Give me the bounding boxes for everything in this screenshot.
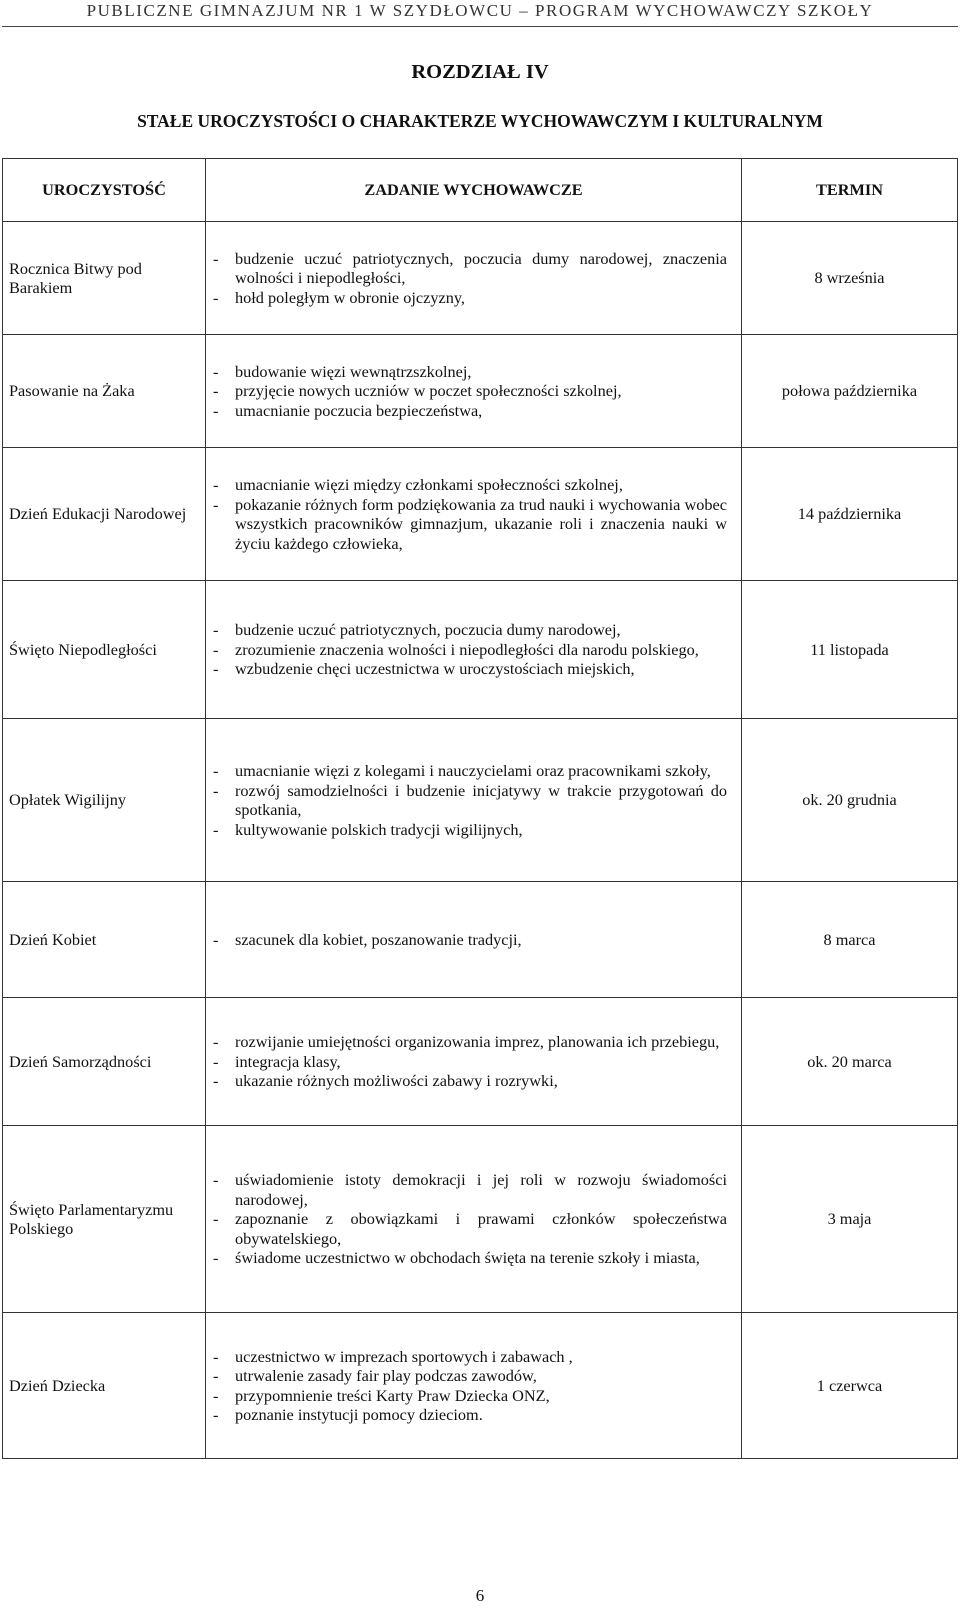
dash-bullet: - (213, 1032, 219, 1052)
term-cell: ok. 20 marca (742, 998, 958, 1126)
task-text: szacunek dla kobiet, poszanowanie tradycji, (235, 929, 522, 949)
task-text: umacnianie więzi między członkami społeczności szkolnej, (235, 475, 623, 494)
task-cell (206, 335, 742, 448)
task-text: integracja klasy, (235, 1051, 341, 1071)
task-text: pokazanie różnych form podziękowania za trud nauki i wychowania wobec wszystkich pracowników gimnazjum, ukazanie roli i znaczenia nauki w życiu każdego człowieka, (235, 494, 727, 553)
dash-bullet: - (213, 1248, 219, 1268)
dash-bullet: - (213, 248, 219, 268)
table-row (3, 448, 958, 581)
table-row (3, 1313, 958, 1459)
task-list (213, 362, 727, 421)
task-cell (206, 1313, 742, 1459)
dash-bullet: - (213, 361, 219, 381)
ceremony-name: Dzień Kobiet (3, 882, 206, 998)
task-item (213, 1405, 727, 1425)
term-cell: 8 marca (742, 882, 958, 998)
task-cell (206, 222, 742, 335)
task-item (213, 930, 727, 950)
task-item (213, 620, 727, 640)
task-text: wzbudzenie chęci uczestnictwa w uroczystościach miejskich, (235, 659, 635, 679)
dash-bullet: - (213, 1366, 219, 1385)
task-item (213, 1032, 727, 1052)
task-text: budzenie uczuć patriotycznych, poczucia dumy narodowej, znaczenia wolności i niepodległości, (235, 248, 727, 288)
task-text: przyjęcie nowych uczniów w poczet społeczności szkolnej, (235, 381, 622, 401)
table-row (3, 335, 958, 448)
header-rule (2, 26, 958, 27)
dash-bullet: - (213, 929, 219, 949)
task-text: kultywowanie polskich tradycji wigilijnych, (235, 819, 523, 839)
ceremony-name: Dzień Samorządności (3, 998, 206, 1126)
table-body (3, 222, 958, 1459)
task-item (213, 1347, 727, 1367)
task-item (213, 495, 727, 554)
term-cell: połowa października (742, 335, 958, 448)
dash-bullet: - (213, 400, 219, 420)
dash-bullet: - (213, 475, 219, 494)
task-text: rozwijanie umiejętności organizowania imprez, planowania ich przebiegu, (235, 1032, 720, 1052)
task-text: rozwój samodzielności i budzenie inicjatywy w trakcie przygotowań do spotkania, (235, 780, 727, 819)
task-text: przypomnienie treści Karty Praw Dziecka ONZ, (235, 1385, 550, 1405)
ceremony-name: Rocznica Bitwy pod Barakiem (3, 222, 206, 335)
ceremony-name: Pasowanie na Żaka (3, 335, 206, 448)
task-list (213, 930, 727, 950)
task-cell (206, 882, 742, 998)
ceremony-name: Dzień Dziecka (3, 1313, 206, 1459)
dash-bullet: - (213, 639, 219, 659)
task-text: uczestnictwo w imprezach sportowych i zabawach , (235, 1346, 573, 1366)
task-item (213, 1052, 727, 1072)
task-item (213, 781, 727, 820)
task-item (213, 1366, 727, 1386)
dash-bullet: - (213, 287, 219, 307)
running-header: PUBLICZNE GIMNAZJUM NR 1 W SZYDŁOWCU – PROGRAM WYCHOWAWCZY SZKOŁY (86, 1, 874, 20)
dash-bullet: - (213, 1405, 219, 1424)
table-row (3, 581, 958, 719)
dash-bullet: - (213, 620, 219, 640)
task-text: uświadomienie istoty demokracji i jej roli w rozwoju świadomości narodowej, (235, 1170, 727, 1209)
task-text: ukazanie różnych możliwości zabawy i rozrywki, (235, 1071, 558, 1091)
page-number: 6 (475, 1586, 485, 1605)
dash-bullet: - (213, 780, 219, 800)
dash-bullet: - (213, 1051, 219, 1071)
task-cell (206, 581, 742, 719)
task-text: hołd poległym w obronie ojczyzny, (235, 287, 465, 307)
ceremony-name: Opłatek Wigilijny (3, 719, 206, 882)
ceremony-name: Święto Niepodległości (3, 581, 206, 719)
task-text: świadome uczestnictwo w obchodach święta na terenie szkoły i miasta, (235, 1248, 700, 1268)
task-text: zrozumienie znaczenia wolności i niepodległości dla narodu polskiego, (235, 639, 699, 659)
dash-bullet: - (213, 659, 219, 679)
task-text: utrwalenie zasady fair play podczas zawodów, (235, 1366, 537, 1385)
task-item (213, 362, 727, 382)
term-cell: ok. 20 grudnia (742, 719, 958, 882)
task-item (213, 1170, 727, 1209)
term-cell: 8 września (742, 222, 958, 335)
dash-bullet: - (213, 761, 219, 780)
term-cell: 14 października (742, 448, 958, 581)
column-header-ceremony: UROCZYSTOŚĆ (3, 159, 206, 222)
task-list (213, 620, 727, 679)
task-text: poznanie instytucji pomocy dzieciom. (235, 1405, 483, 1424)
task-text: budowanie więzi wewnątrzszkolnej, (235, 361, 472, 381)
task-item (213, 381, 727, 401)
task-list (213, 1032, 727, 1091)
task-item (213, 1248, 727, 1268)
task-text: zapoznanie z obowiązkami i prawami członków społeczeństwa obywatelskiego, (235, 1209, 727, 1248)
task-item (213, 401, 727, 421)
dash-bullet: - (213, 494, 219, 514)
table-row (3, 222, 958, 335)
ceremony-name: Dzień Edukacji Narodowej (3, 448, 206, 581)
table-header-row (3, 159, 958, 222)
task-list (213, 475, 727, 553)
dash-bullet: - (213, 1385, 219, 1405)
task-item (213, 761, 727, 781)
task-item (213, 820, 727, 840)
table-row (3, 719, 958, 882)
term-cell: 1 czerwca (742, 1313, 958, 1459)
task-list (213, 1170, 727, 1268)
table-row (3, 1126, 958, 1313)
task-text: budzenie uczuć patriotycznych, poczucia dumy narodowej, (235, 620, 621, 640)
task-item (213, 1386, 727, 1406)
task-item (213, 640, 727, 660)
task-list (213, 1347, 727, 1425)
table-row (3, 998, 958, 1126)
task-item (213, 249, 727, 288)
task-cell (206, 1126, 742, 1313)
task-item (213, 475, 727, 495)
dash-bullet: - (213, 1209, 219, 1229)
task-item (213, 659, 727, 679)
task-text: umacnianie poczucia bezpieczeństwa, (235, 400, 483, 420)
ceremonies-table (2, 158, 958, 1459)
column-header-term: TERMIN (742, 159, 958, 222)
task-list (213, 761, 727, 839)
ceremony-name: Święto Parlamentaryzmu Polskiego (3, 1126, 206, 1313)
dash-bullet: - (213, 1071, 219, 1091)
task-text: umacnianie więzi z kolegami i nauczycielami oraz pracownikami szkoły, (235, 761, 711, 780)
task-cell (206, 448, 742, 581)
column-header-task: ZADANIE WYCHOWAWCZE (206, 159, 742, 222)
task-item (213, 288, 727, 308)
dash-bullet: - (213, 819, 219, 839)
chapter-title: ROZDZIAŁ IV (411, 61, 549, 83)
task-list (213, 249, 727, 308)
dash-bullet: - (213, 381, 219, 401)
task-cell (206, 998, 742, 1126)
task-item (213, 1209, 727, 1248)
task-cell (206, 719, 742, 882)
chapter-subtitle: STAŁE UROCZYSTOŚCI O CHARAKTERZE WYCHOWAWCZYM I KULTURALNYM (137, 111, 823, 131)
term-cell: 3 maja (742, 1126, 958, 1313)
task-item (213, 1071, 727, 1091)
table-row (3, 882, 958, 998)
dash-bullet: - (213, 1170, 219, 1190)
dash-bullet: - (213, 1346, 219, 1366)
term-cell: 11 listopada (742, 581, 958, 719)
